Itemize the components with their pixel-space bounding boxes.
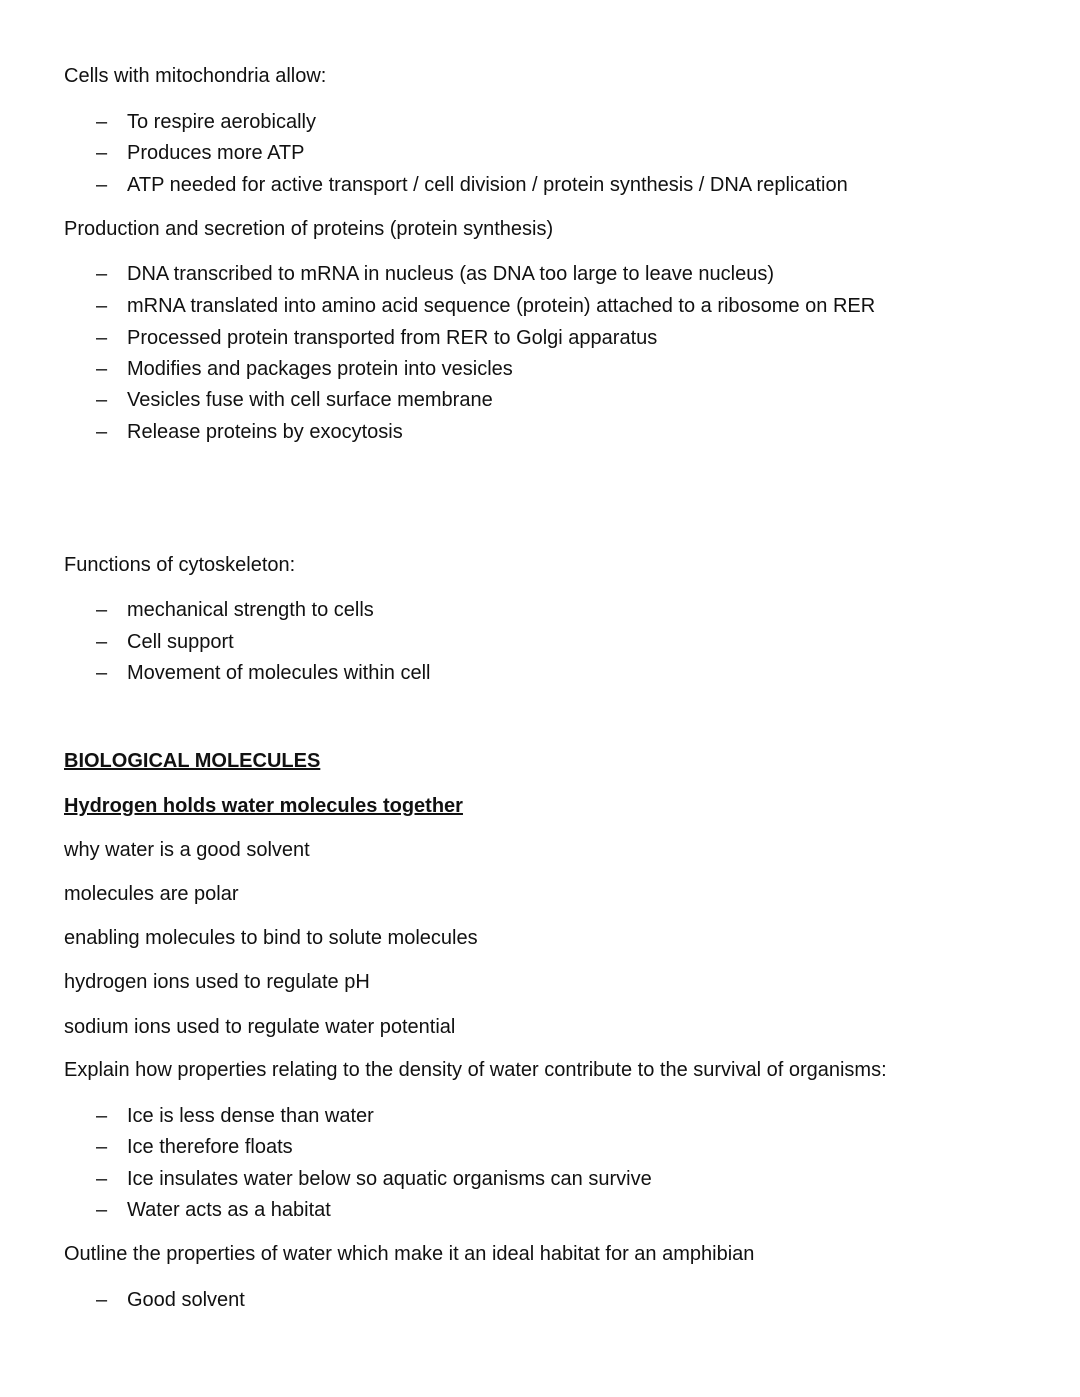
- section-title: BIOLOGICAL MOLECULES: [64, 750, 321, 772]
- list-item: [96, 173, 848, 197]
- list-item-text: mechanical strength to cells: [127, 599, 374, 621]
- list-item-text: Vesicles fuse with cell surface membrane: [127, 389, 493, 411]
- list-item-text: Ice therefore floats: [127, 1136, 293, 1158]
- list-item: [96, 661, 430, 685]
- list-item: [96, 294, 875, 318]
- list-item: [96, 598, 374, 622]
- dash-bullet: –: [96, 111, 108, 133]
- dash-bullet: –: [96, 327, 108, 349]
- list-item: [96, 388, 493, 412]
- dash-bullet: –: [96, 1199, 108, 1221]
- list-item-text: Ice insulates water below so aquatic organisms can survive: [127, 1168, 652, 1190]
- list-item: [96, 326, 657, 350]
- subheading: Hydrogen holds water molecules together: [64, 795, 463, 817]
- list-item: [96, 110, 316, 134]
- dash-bullet: –: [96, 631, 108, 653]
- protein-synthesis-heading: Production and secretion of proteins (protein synthesis): [64, 218, 554, 240]
- list-item: [96, 1198, 331, 1222]
- text-line: enabling molecules to bind to solute molecules: [64, 927, 478, 949]
- text-line: why water is a good solvent: [64, 839, 310, 861]
- text-line: sodium ions used to regulate water potential: [64, 1016, 456, 1038]
- list-item-text: DNA transcribed to mRNA in nucleus (as DNA too large to leave nucleus): [127, 263, 774, 285]
- dash-bullet: –: [96, 358, 108, 380]
- amphibian-question: Outline the properties of water which make it an ideal habitat for an amphibian: [64, 1243, 755, 1265]
- dash-bullet: –: [96, 1136, 108, 1158]
- list-item: [96, 420, 403, 444]
- list-item: [96, 1135, 293, 1159]
- list-item-text: Water acts as a habitat: [127, 1199, 331, 1221]
- list-item: [96, 1288, 245, 1312]
- dash-bullet: –: [96, 174, 108, 196]
- list-item: [96, 357, 513, 381]
- list-item-text: mRNA translated into amino acid sequence (protein) attached to a ribosome on RER: [127, 295, 876, 317]
- list-item-text: Ice is less dense than water: [127, 1105, 374, 1127]
- dash-bullet: –: [96, 1289, 108, 1311]
- list-item-text: Processed protein transported from RER to Golgi apparatus: [127, 327, 658, 349]
- density-question: Explain how properties relating to the density of water contribute to the survival of organisms:: [64, 1059, 887, 1081]
- list-item: [96, 141, 304, 165]
- list-item-text: Movement of molecules within cell: [127, 662, 431, 684]
- dash-bullet: –: [96, 142, 108, 164]
- list-item-text: Modifies and packages protein into vesicles: [127, 358, 513, 380]
- list-item: [96, 262, 774, 286]
- list-item-text: To respire aerobically: [127, 111, 316, 133]
- mitochondria-heading: Cells with mitochondria allow:: [64, 65, 327, 87]
- list-item-text: Good solvent: [127, 1289, 245, 1311]
- list-item: [96, 1104, 374, 1128]
- text-line: hydrogen ions used to regulate pH: [64, 971, 370, 993]
- dash-bullet: –: [96, 389, 108, 411]
- dash-bullet: –: [96, 1105, 108, 1127]
- dash-bullet: –: [96, 662, 108, 684]
- dash-bullet: –: [96, 421, 108, 443]
- list-item-text: Release proteins by exocytosis: [127, 421, 403, 443]
- list-item: [96, 1167, 652, 1191]
- dash-bullet: –: [96, 599, 108, 621]
- dash-bullet: –: [96, 263, 108, 285]
- text-line: molecules are polar: [64, 883, 239, 905]
- list-item: [96, 630, 234, 654]
- list-item-text: Cell support: [127, 631, 234, 653]
- cytoskeleton-heading: Functions of cytoskeleton:: [64, 554, 296, 576]
- dash-bullet: –: [96, 1168, 108, 1190]
- list-item-text: Produces more ATP: [127, 142, 305, 164]
- list-item-text: ATP needed for active transport / cell division / protein synthesis / DNA replication: [127, 174, 848, 196]
- dash-bullet: –: [96, 295, 108, 317]
